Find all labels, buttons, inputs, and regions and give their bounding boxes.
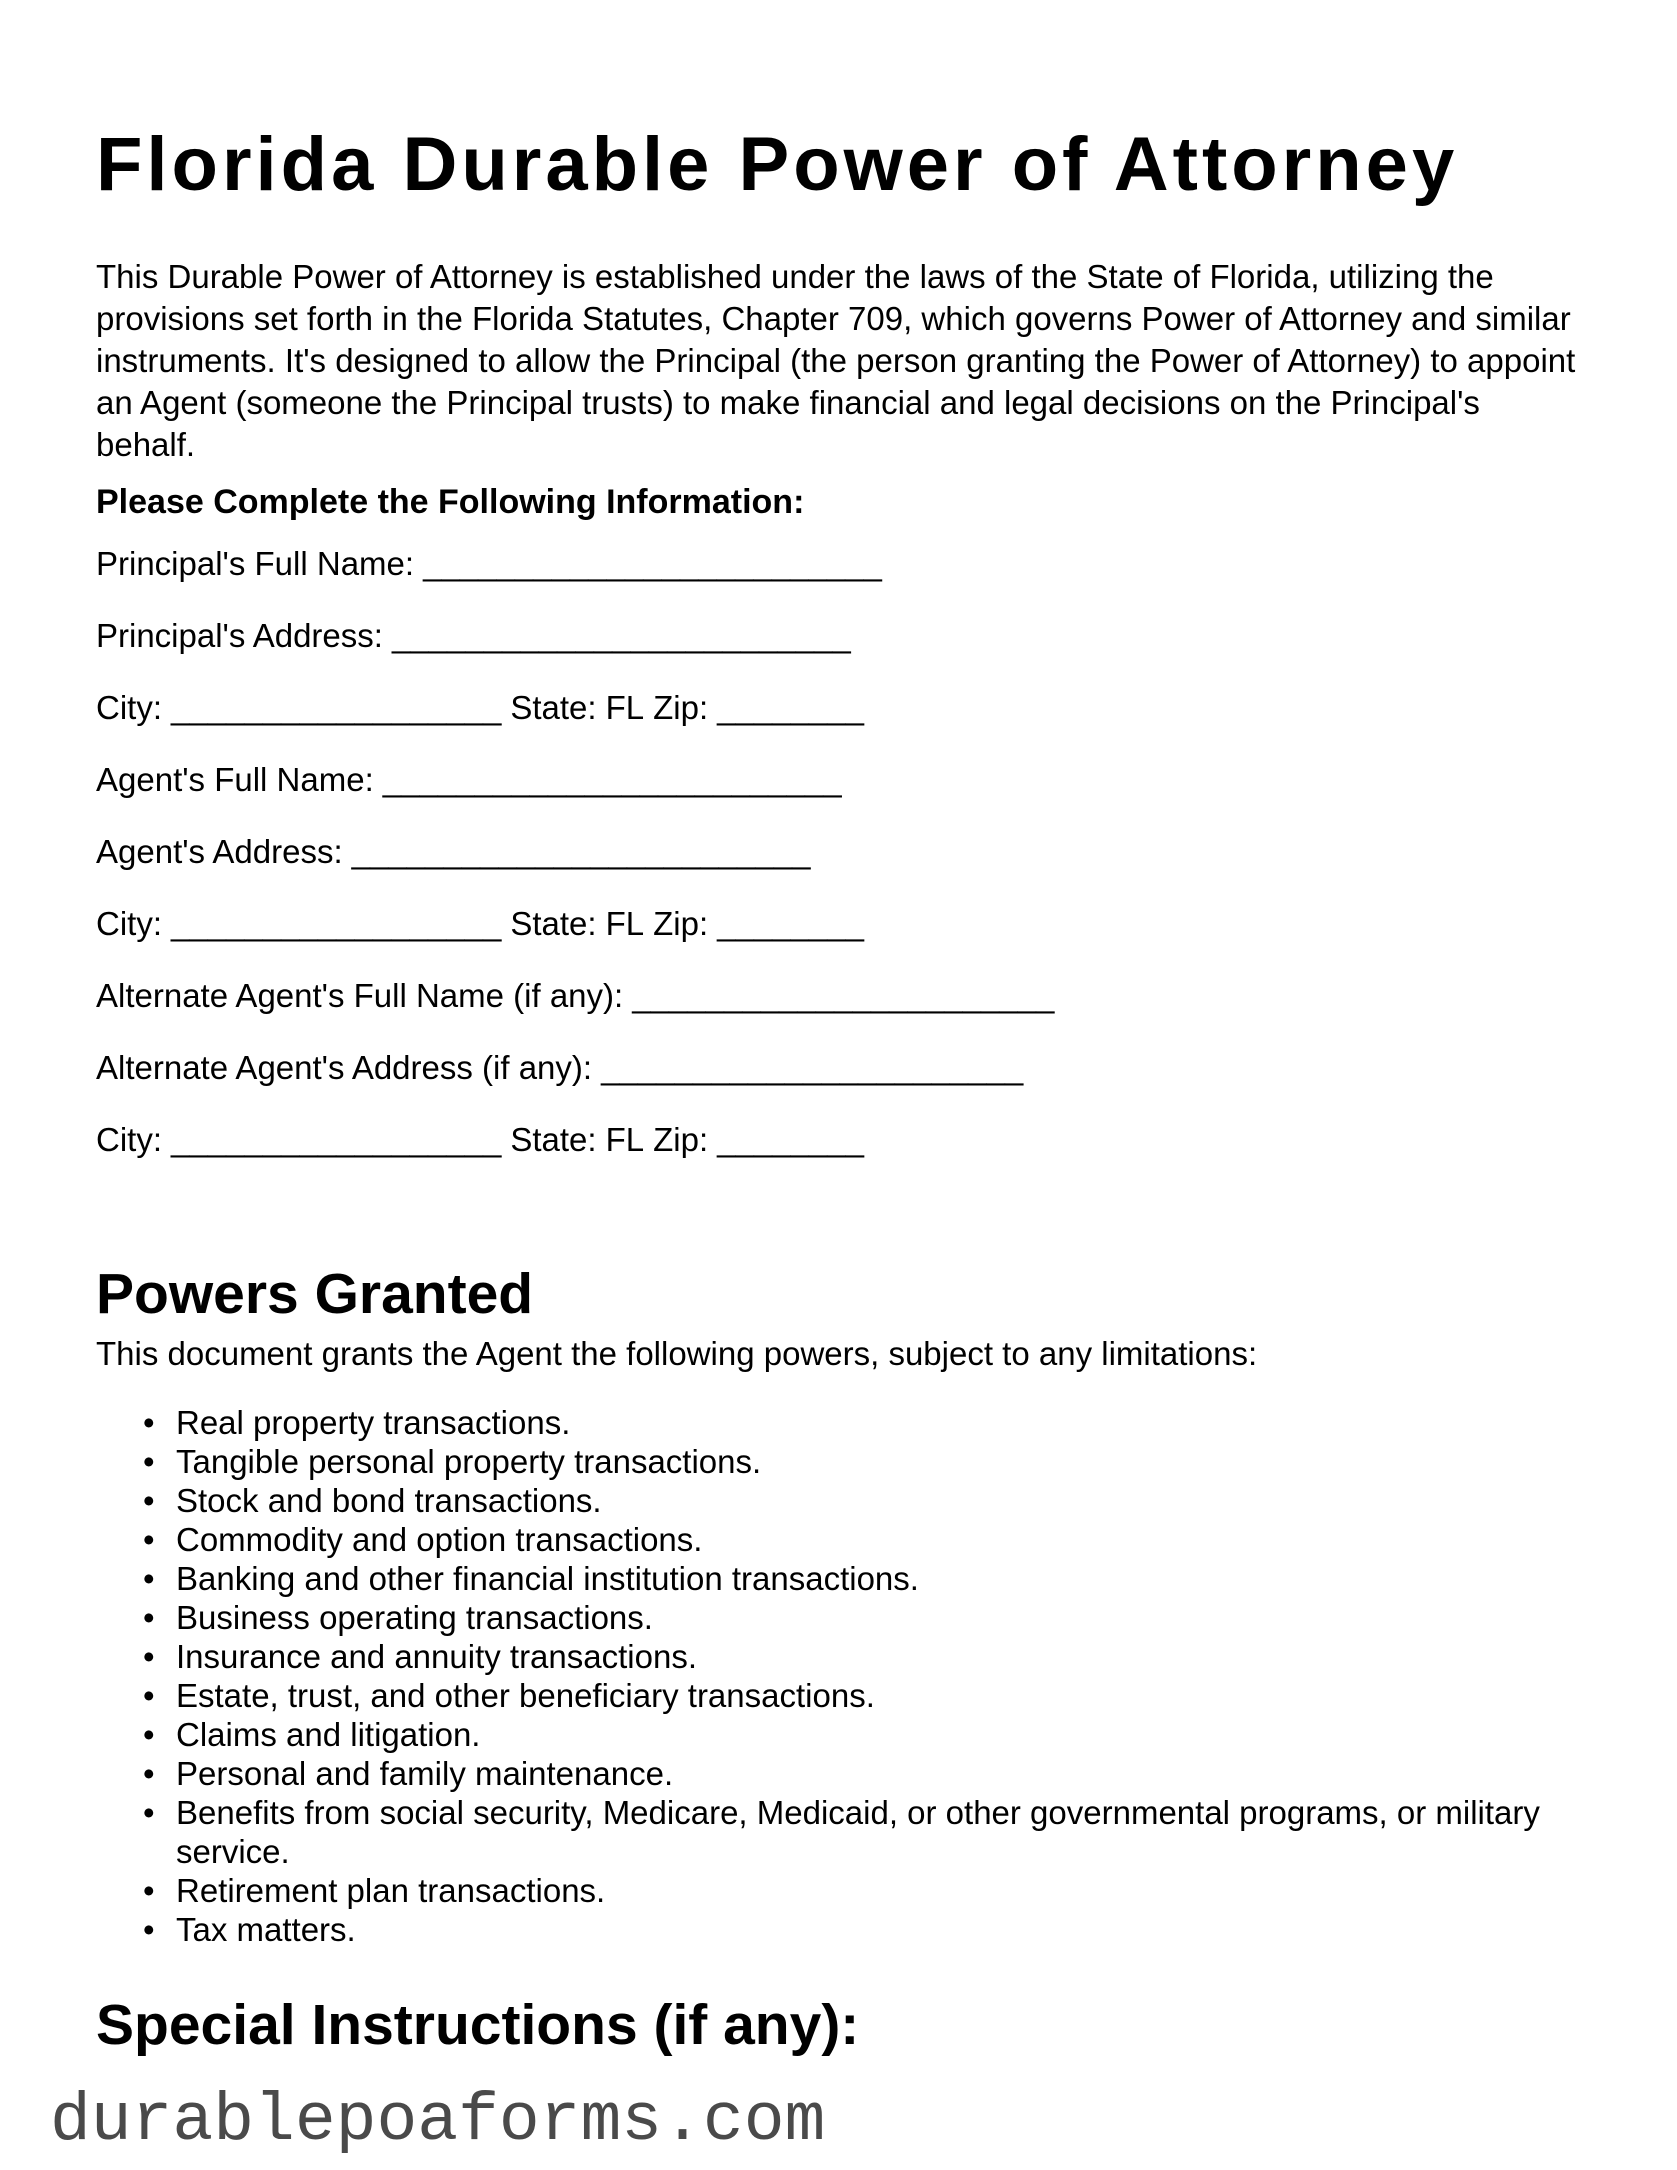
form-row-agent-city-state-zip	[96, 904, 1581, 976]
state-value: FL	[605, 1121, 645, 1158]
form-heading: Please Complete the Following Information:	[96, 483, 805, 521]
zip-blank: ________	[717, 689, 864, 726]
city-blank: __________________	[171, 1121, 502, 1158]
watermark-text: durablepoaforms.com	[50, 2083, 826, 2160]
powers-item: • Insurance and annuity transactions.	[176, 1637, 1541, 1676]
state-label: State:	[510, 689, 597, 726]
form-row-agent-address	[96, 832, 1581, 904]
powers-item: • Tax matters.	[176, 1910, 1541, 1949]
agent-address-label: Agent's Address:	[96, 833, 343, 870]
powers-item: • Retirement plan transactions.	[176, 1871, 1541, 1910]
form-row-alternate-agent-city-state-zip	[96, 1120, 1581, 1192]
zip-label: Zip:	[653, 689, 709, 726]
zip-blank: ________	[717, 1121, 864, 1158]
principal-address-label: Principal's Address:	[96, 617, 383, 654]
agent-name-label: Agent's Full Name:	[96, 761, 374, 798]
powers-item: • Personal and family maintenance.	[176, 1754, 1541, 1793]
form-rows	[96, 544, 1581, 1192]
alternate-agent-name-blank: _______________________	[632, 977, 1055, 1014]
city-label: City:	[96, 689, 162, 726]
powers-item: • Claims and litigation.	[176, 1715, 1541, 1754]
state-label: State:	[510, 905, 597, 942]
state-label: State:	[510, 1121, 597, 1158]
agent-address-blank: _________________________	[351, 833, 811, 870]
city-label: City:	[96, 1121, 162, 1158]
alternate-agent-name-label: Alternate Agent's Full Name (if any):	[96, 977, 624, 1014]
intro-paragraph: This Durable Power of Attorney is established under the laws of the State of Florida, utilizing the provisions set forth in the Florida Statutes, Chapter 709, which governs Power of Attorney and similar instruments. It's designed to allow the Principal (the person granting the Power of Attorney) to appoint an Agent (someone the Principal trusts) to make financial and legal decisions on the Principal's behalf.	[96, 258, 1576, 463]
principal-name-blank: _________________________	[423, 545, 882, 582]
form-row-alternate-agent-address	[96, 1048, 1581, 1120]
form-row-principal-address	[96, 616, 1581, 688]
powers-item: • Commodity and option transactions.	[176, 1520, 1541, 1559]
form-row-agent-name	[96, 760, 1581, 832]
powers-granted-heading: Powers Granted	[96, 1262, 534, 1326]
powers-item: • Banking and other financial institution transactions.	[176, 1559, 1541, 1598]
state-value: FL	[605, 689, 645, 726]
principal-name-label: Principal's Full Name:	[96, 545, 415, 582]
alternate-agent-address-label: Alternate Agent's Address (if any):	[96, 1049, 593, 1086]
form-row-principal-name	[96, 544, 1581, 616]
city-label: City:	[96, 905, 162, 942]
page-title: Florida Durable Power of Attorney	[96, 122, 1459, 207]
form-row-principal-city-state-zip	[96, 688, 1581, 760]
powers-item: • Business operating transactions.	[176, 1598, 1541, 1637]
zip-label: Zip:	[653, 1121, 709, 1158]
alternate-agent-address-blank: _______________________	[601, 1049, 1024, 1086]
powers-item: • Benefits from social security, Medicare, Medicaid, or other governmental programs, or military service.	[176, 1793, 1541, 1871]
powers-item: • Real property transactions.	[176, 1403, 1541, 1442]
agent-name-blank: _________________________	[382, 761, 842, 798]
zip-blank: ________	[717, 905, 864, 942]
powers-item: • Stock and bond transactions.	[176, 1481, 1541, 1520]
powers-item: • Estate, trust, and other beneficiary transactions.	[176, 1676, 1541, 1715]
special-instructions-heading: Special Instructions (if any):	[96, 1993, 860, 2057]
powers-list	[96, 1403, 1581, 1949]
state-value: FL	[605, 905, 645, 942]
powers-intro: This document grants the Agent the following powers, subject to any limitations:	[96, 1335, 1258, 1372]
powers-item: • Tangible personal property transactions.	[176, 1442, 1541, 1481]
city-blank: __________________	[171, 689, 502, 726]
zip-label: Zip:	[653, 905, 709, 942]
form-row-alternate-agent-name	[96, 976, 1581, 1048]
principal-address-blank: _________________________	[391, 617, 851, 654]
city-blank: __________________	[171, 905, 502, 942]
